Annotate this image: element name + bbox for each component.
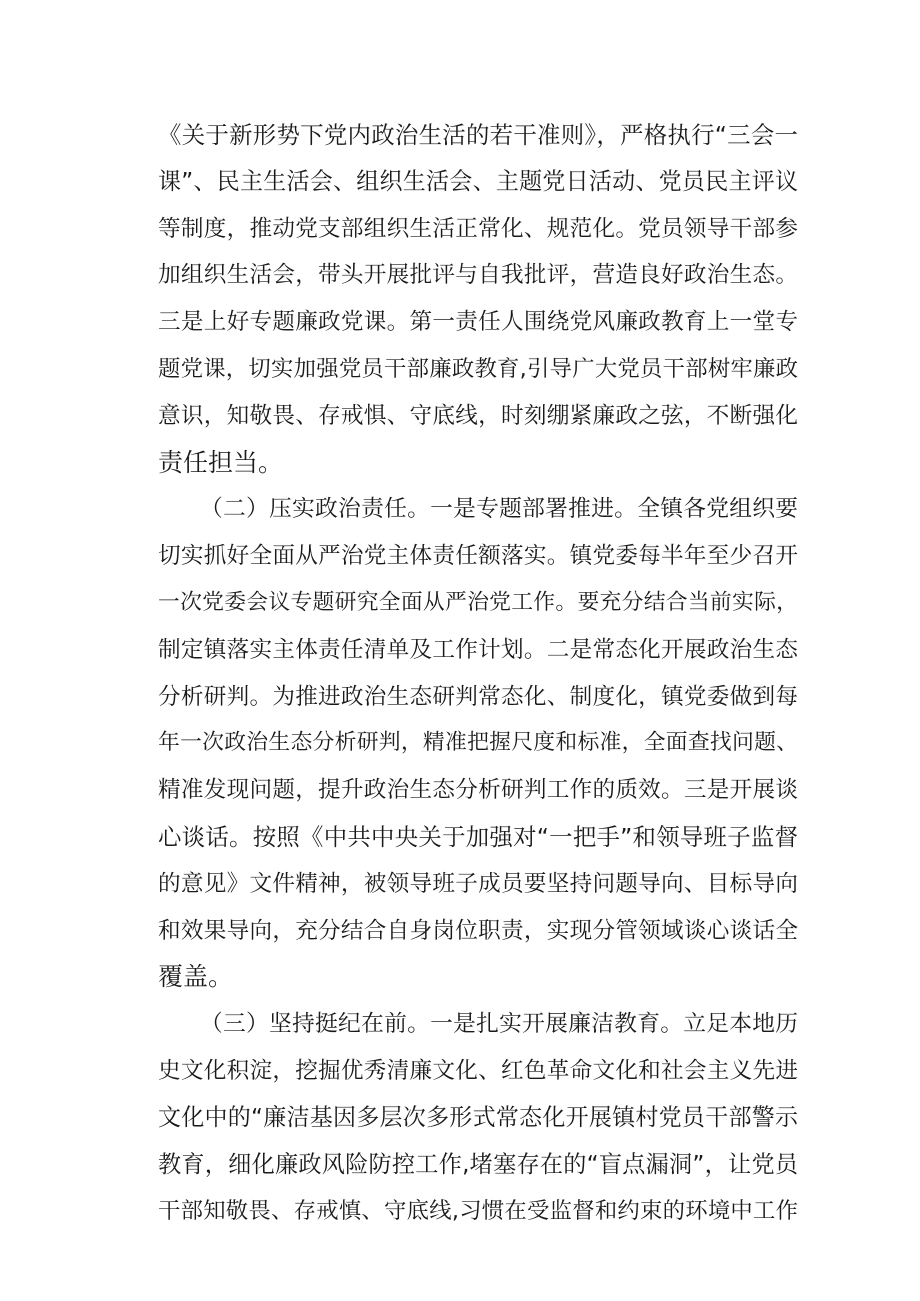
text-line: 意识，知敬畏、存戒惧、守底线，时刻绷紧廉政之弦，不断强化 xyxy=(158,402,798,429)
document-body xyxy=(158,112,798,1235)
text-line: 文化中的“廉洁基因多层次多形式常态化开展镇村党员干部警示 xyxy=(158,1104,798,1131)
text-line: 和效果导向，充分结合自身岗位职责，实现分管领域谈心谈话全 xyxy=(158,917,798,944)
section-heading-line: （二）压实政治责任。一是专题部署推进。全镇各党组织要 xyxy=(200,496,798,523)
section-heading-line: （三）坚持挺纪在前。一是扎实开展廉洁教育。立足本地历 xyxy=(200,1011,798,1038)
text-line: 加组织生活会，带头开展批评与自我批评，营造良好政治生态。 xyxy=(158,262,798,289)
text-line: 等制度，推动党支部组织生活正常化、规范化。党员领导干部参 xyxy=(158,215,798,242)
text-line: 心谈话。按照《中共中央关于加强对“一把手”和领导班子监督 xyxy=(158,822,798,851)
text-line: 制定镇落实主体责任清单及工作计划。二是常态化开展政治生态 xyxy=(158,636,798,663)
text-line: 教育，细化廉政风险防控工作,堵塞存在的“盲点漏洞”，让党员 xyxy=(158,1151,798,1178)
text-line: 精准发现问题，提升政治生态分析研判工作的质效。三是开展谈 xyxy=(158,777,798,804)
text-line: 《关于新形势下党内政治生活的若干准则》，严格执行“三会一 xyxy=(158,121,798,149)
text-line: 分析研判。为推进政治生态研判常态化、制度化，镇党委做到每 xyxy=(158,683,798,710)
paragraph-section-three xyxy=(158,1001,798,1235)
text-line: 史文化积淀，挖掘优秀清廉文化、红色革命文化和社会主义先进 xyxy=(158,1057,798,1084)
text-line: 一次党委会议专题研究全面从严治党工作。要充分结合当前实际， xyxy=(158,589,798,615)
text-line: 的意见》文件精神，被领导班子成员要坚持问题导向、目标导向 xyxy=(158,870,798,897)
text-line: 责任担当。 xyxy=(158,447,284,477)
text-line: 覆盖。 xyxy=(158,962,234,992)
text-line: 切实抓好全面从严治党主体责任额落实。镇党委每半年至少召开 xyxy=(158,543,798,570)
text-line: 三是上好专题廉政党课。第一责任人围绕党风廉政教育上一堂专 xyxy=(158,309,798,336)
text-line: 课”、民主生活会、组织生活会、主题党日活动、党员民主评议 xyxy=(158,168,798,195)
text-line: 干部知敬畏、存戒慎、守底线,习惯在受监督和约束的环境中工作 xyxy=(158,1198,798,1225)
paragraph-continuation xyxy=(158,112,798,486)
text-line: 题党课，切实加强党员干部廉政教育,引导广大党员干部树牢廉政 xyxy=(158,355,798,382)
paragraph-section-two xyxy=(158,486,798,1001)
text-line: 年一次政治生态分析研判，精准把握尺度和标准，全面查找问题、 xyxy=(158,730,798,756)
